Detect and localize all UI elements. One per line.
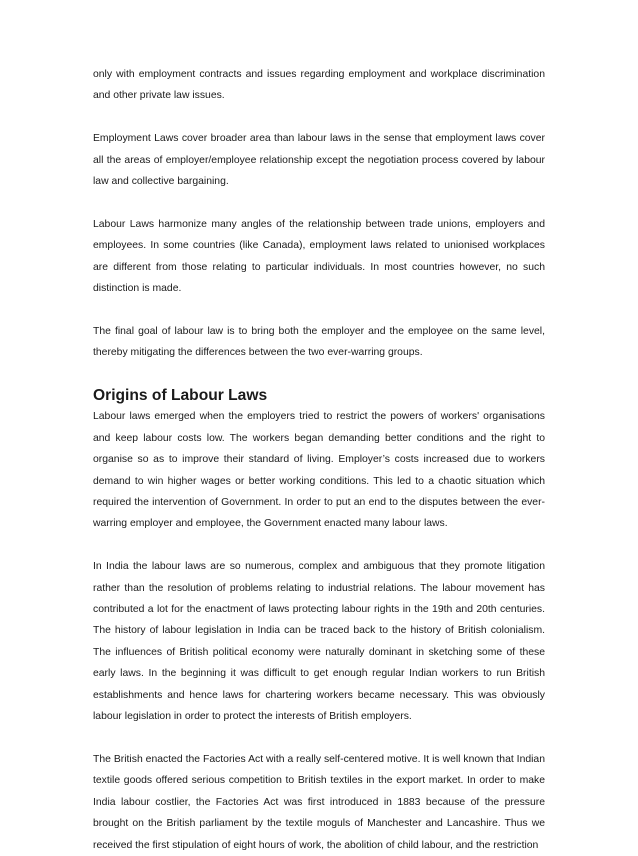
- paragraph-factories-act: The British enacted the Factories Act with a really self-centered motive. It is well known that Indian textile goods offered serious competition to British textiles in the export market. In order to make India labour costlier, the Factories Act was first introduced in 1883 because of the pressure brought on the British parliament by the textile moguls of Manchester and Lancashire. Thus we received the first stipulation of eight hours of work, the abolition of child labour, and the restriction: [93, 753, 545, 851]
- paragraph-final-goal: The final goal of labour law is to bring both the employer and the employee on the same level, thereby mitigating the differences between the two ever-warring groups.: [93, 325, 545, 359]
- paragraph-india-labour-laws: In India the labour laws are so numerous, complex and ambiguous that they promote litigation rather than the resolution of problems relating to industrial relations. The labour movement has contributed a lot for the enactment of laws protecting labour rights in the 19th and 20th centuries. The history of labour legislation in India can be traced back to the history of British colonialism. The influences of British political economy were naturally dominant in sketching some of these early laws. In the beginning it was difficult to get enough regular Indian workers to run British establishments and hence laws for chartering workers became necessary. This was obviously labour legislation in order to protect the interests of British employers.: [93, 561, 545, 723]
- document-page: [93, 64, 545, 856]
- section-heading-origins: Origins of Labour Laws: [93, 387, 268, 405]
- paragraph-employment-laws: Employment Laws cover broader area than labour laws in the sense that employment laws cover all the areas of employer/employee relationship except the negotiation process covered by labour law and collective bargaining.: [93, 133, 545, 188]
- paragraph-origins: Labour laws emerged when the employers tried to restrict the powers of workers' organisations and keep labour costs low. The workers began demanding better conditions and the right to organise so as to improve their standard of living. Employer’s costs increased due to workers demand to win higher wages or better working conditions. This led to a chaotic situation which required the intervention of Government. In order to put an end to the disputes between the ever-warring employer and employee, the Government enacted many labour laws.: [93, 411, 545, 530]
- paragraph-employment-contracts: only with employment contracts and issues regarding employment and workplace discrimination and other private law issues.: [93, 69, 545, 102]
- paragraph-labour-laws-harmonize: Labour Laws harmonize many angles of the relationship between trade unions, employers and employees. In some countries (like Canada), employment laws related to unionised workplaces are different from those relating to particular individuals. In most countries however, no such distinction is made.: [93, 218, 545, 295]
